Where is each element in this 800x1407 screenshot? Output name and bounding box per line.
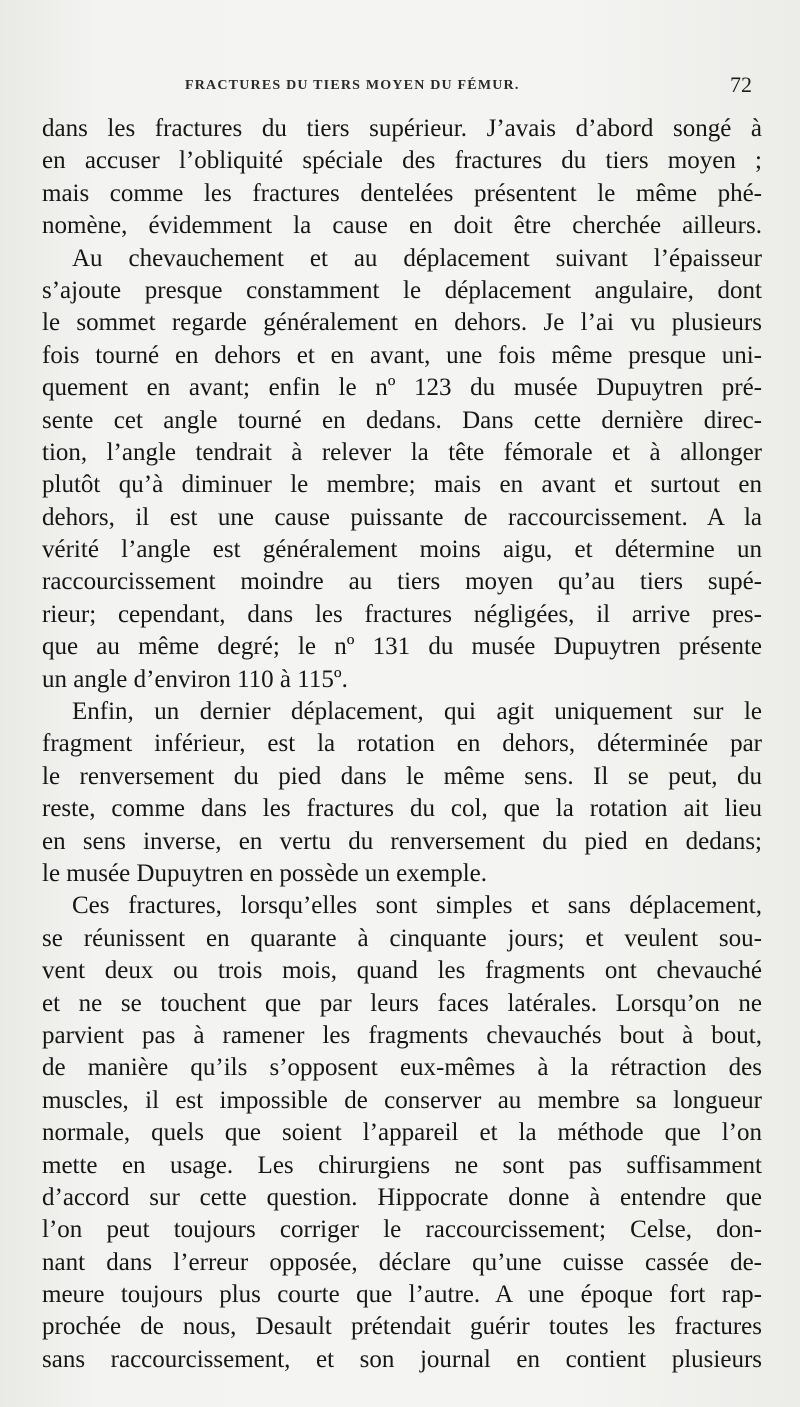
text-line: vent deux ou trois mois, quand les fragments ont chevauché [42,957,762,985]
text-line: tion, l’angle tendrait à relever la tête fémorale et à allonger [42,438,762,466]
text-line: normale, quels que soient l’appareil et la méthode que l’on [42,1119,762,1147]
text-line: que au même degré; le nº 131 du musée Dupuytren présente [42,633,762,661]
text-line: muscles, il est impossible de conserver au membre sa longueur [42,1086,762,1114]
page-header [40,74,760,104]
text-line: s’ajoute presque constamment le déplacement angulaire, dont [42,276,762,304]
text-line: et ne se touchent que par leurs faces latérales. Lorsqu’on ne [42,989,762,1017]
text-line: d’accord sur cette question. Hippocrate donne à entendre que [42,1183,762,1211]
text-line: en sens inverse, en vertu du renversement du pied en dedans; [42,827,762,855]
text-line: nomène, évidemment la cause en doit être cherchée ailleurs. [42,212,762,240]
paragraph-start-line: Au chevauchement et au déplacement suivant l’épaisseur [72,244,762,272]
text-line: rieur; cependant, dans les fractures négligées, il arrive pres- [42,600,762,628]
body-text [42,113,762,1376]
text-line: sans raccourcissement, et son journal en contient plusieurs [42,1345,762,1373]
text-line: le renversement du pied dans le même sens. Il se peut, du [42,762,762,790]
text-line: raccourcissement moindre au tiers moyen qu’au tiers supé- [42,568,762,596]
text-line: vérité l’angle est généralement moins aigu, et détermine un [42,536,762,564]
paragraph-end-line: le musée Dupuytren en possède un exemple. [42,859,488,887]
text-line: meure toujours plus courte que l’autre. A une époque fort rap- [42,1281,762,1309]
text-line: parvient pas à ramener les fragments chevauchés bout à bout, [42,1021,762,1049]
text-line: dehors, il est une cause puissante de raccourcissement. A la [42,503,762,531]
text-line: en accuser l’obliquité spéciale des fractures du tiers moyen ; [42,147,762,175]
text-line: se réunissent en quarante à cinquante jours; et veulent sou- [42,924,762,952]
paragraph-end-line: un angle d’environ 110 à 115º. [42,665,348,693]
text-line: sente cet angle tourné en dedans. Dans cette dernière direc- [42,406,762,434]
text-line: prochée de nous, Desault prétendait guérir toutes les fractures [42,1313,762,1341]
text-line: nant dans l’erreur opposée, déclare qu’une cuisse cassée de- [42,1248,762,1276]
text-line: dans les fractures du tiers supérieur. J’avais d’abord songé à [42,115,762,142]
text-line: mais comme les fractures dentelées présentent le même phé- [42,179,762,207]
text-line: le sommet regarde généralement en dehors. Je l’ai vu plusieurs [42,309,762,337]
text-line: fois tourné en dehors et en avant, une fois même presque uni- [42,341,762,369]
page-number: 72 [730,72,752,97]
running-title: FRACTURES DU TIERS MOYEN DU FÉMUR. [185,78,520,93]
paragraph-start-line: Enfin, un dernier déplacement, qui agit uniquement sur le [72,698,762,726]
text-line: mette en usage. Les chirurgiens ne sont pas suffisamment [42,1151,762,1179]
paragraph-start-line: Ces fractures, lorsqu’elles sont simples et sans déplacement, [72,892,762,920]
text-line: plutôt qu’à diminuer le membre; mais en avant et surtout en [42,471,762,499]
text-line: l’on peut toujours corriger le raccourcissement; Celse, don- [42,1216,762,1244]
text-line: fragment inférieur, est la rotation en dehors, déterminée par [42,730,762,758]
text-line: quement en avant; enfin le nº 123 du musée Dupuytren pré- [42,374,762,402]
text-line: reste, comme dans les fractures du col, que la rotation ait lieu [42,795,762,823]
text-line: de manière qu’ils s’opposent eux-mêmes à la rétraction des [42,1054,762,1082]
